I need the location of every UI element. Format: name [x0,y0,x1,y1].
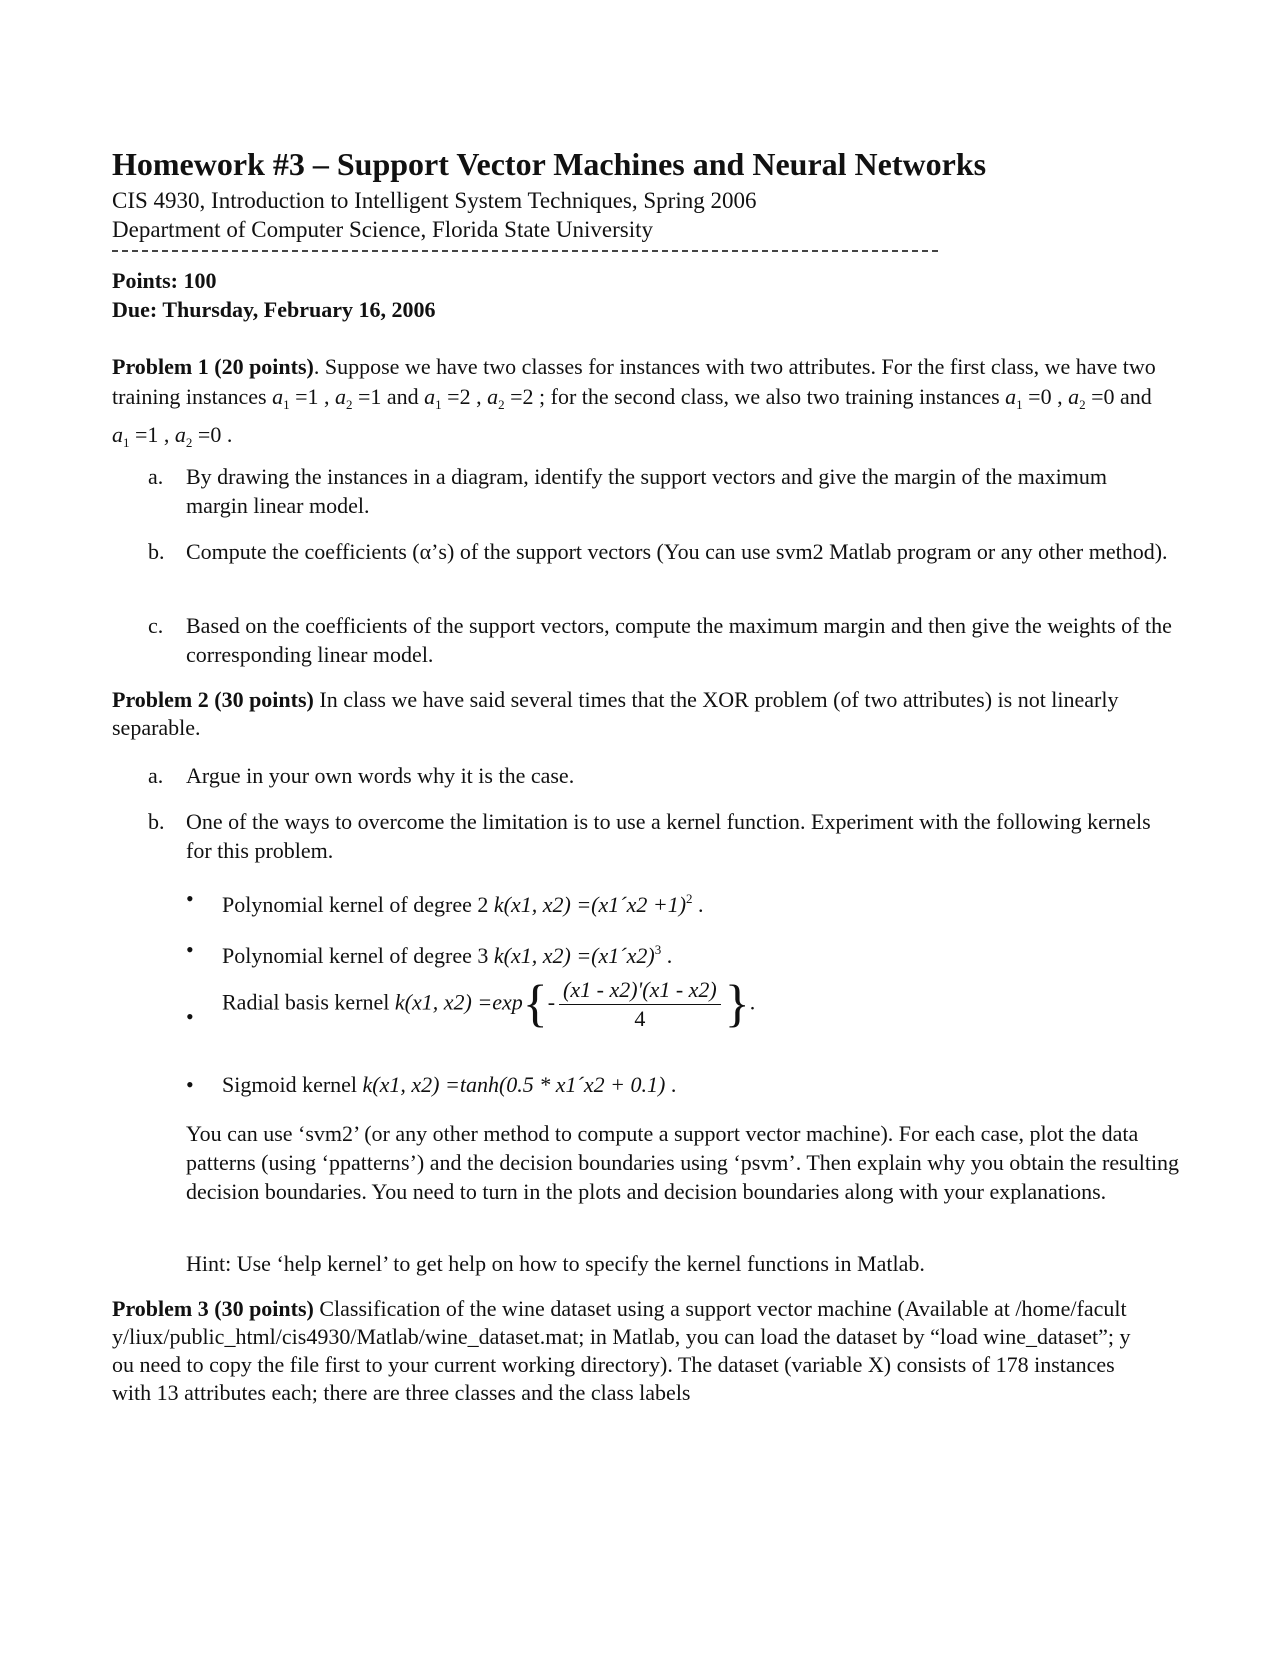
math-sub: 2 [346,397,353,412]
formula-minus: - [547,989,556,1015]
bullet-end: . [661,943,673,968]
bullet-dot: • [186,1004,194,1029]
problem-2-text: In class we have said several times that the XOR problem (of two attributes) is not linearly separable. [112,687,1119,740]
list-item-label: b. [148,539,165,564]
problem-1-text-g: =0 and [1085,384,1152,409]
fraction [559,976,721,1033]
problem-3-body: Classification of the wine dataset using a support vector machine (Available at /home/faculty/liux/public_html/cis4930/Matlab/wine_dataset.mat; in Matlab, you can load the dataset by “load wine_dataset”; you need to copy the file first to your current working directory). The dataset (variable X) consists of 178 instances with 13 attributes each; there are three classes and the class labels [112,1296,1131,1405]
math-sub: 1 [1016,397,1023,412]
problem-1-intro [112,352,1172,458]
problem-1-text-h: =1 , [129,422,175,447]
kernel-bullet [186,1070,1166,1100]
kernel-formula: k(x1, x2) =exp [394,989,523,1015]
problem-2-hint: Hint: Use ‘help kernel’ to get help on how to specify the kernel functions in Matlab. [186,1251,925,1276]
math-a: a [272,384,284,409]
document-title: Homework #3 – Support Vector Machines and Neural Networks [112,146,987,182]
list-item [148,462,1172,520]
problem-2-intro [112,686,1172,742]
math-sub: 1 [283,397,290,412]
problem-1-text-a: . Suppose we have two classes for instances with two attributes. For the first class, we have two training instances [112,354,1156,409]
list-item [148,761,1172,790]
list-item-text: Compute the coefficients (α’s) of the support vectors (You can use svm2 Matlab program or any other method). [186,539,1168,564]
math-a: a [112,422,123,447]
bullet-text: Radial basis kernel [222,989,395,1015]
problem-1-text-c: =1 and [352,384,425,409]
dashed-divider [112,250,938,252]
list-item [148,537,1172,566]
fraction-denominator: 4 [634,1006,646,1031]
list-item-label: b. [148,809,165,834]
math-a: a [424,384,436,409]
fraction-numerator: (x1 - x2)'(x1 - x2) [559,976,721,1005]
left-brace-icon: { [522,975,548,1033]
problem-1-text-b: =1 , [289,384,335,409]
problem-2-followup: You can use ‘svm2’ (or any other method to compute a support vector machine). For each case, plot the data patterns (using ‘ppatterns’) and the decision boundaries using ‘psvm’. Then explain why you obtain the resulting decision boundaries. You need to turn in the plots and decision boundaries along with your explanations. [186,1121,1180,1204]
kernel-bullet [186,884,1166,920]
math-sub: 2 [1079,397,1086,412]
formula-exponent: 3 [654,942,662,957]
math-a: a [1068,384,1080,409]
problem-2-heading: Problem 2 (30 points) [112,687,314,712]
list-item-text: By drawing the instances in a diagram, identify the support vectors and give the margin of the maximum margin linear model. [186,464,1107,518]
math-sub: 2 [185,435,193,450]
problem-1-text-i: =0 . [192,422,233,447]
due-date-line: Due: Thursday, February 16, 2006 [112,297,436,322]
problem-1-text-f: =0 , [1022,384,1069,409]
math-sub: 1 [435,397,442,412]
formula-exponent: 2 [686,891,693,906]
problem-1-text-e: =2 ; for the second class, we also two training instances [504,384,1006,409]
kernel-formula: k(x1, x2) =(x1´x2 +1) [493,892,687,917]
list-item [148,611,1172,669]
bullet-dot: • [186,1072,194,1097]
list-item-label: a. [148,464,164,489]
math-a: a [335,384,346,409]
list-item-text: Argue in your own words why it is the case. [186,763,575,788]
kernel-formula: k(x1, x2) =tanh(0.5 * x1´x2 + 0.1) [362,1072,666,1097]
course-line: CIS 4930, Introduction to Intelligent System Techniques, Spring 2006 [112,188,757,213]
bullet-text: Polynomial kernel of degree 3 [222,943,494,968]
math-sub: 1 [123,435,130,450]
department-line: Department of Computer Science, Florida State University [112,217,654,242]
list-item-text: One of the ways to overcome the limitation is to use a kernel function. Experiment with the following kernels for this problem. [186,809,1151,863]
list-item-label: c. [148,613,164,638]
math-a: a [1005,384,1017,409]
list-item [148,807,1172,865]
math-sub: 2 [498,397,505,412]
list-item-text: Based on the coefficients of the support vectors, compute the maximum margin and then give the weights of the corresponding linear model. [186,613,1172,667]
bullet-text: Polynomial kernel of degree 2 [222,892,494,917]
bullet-dot: • [186,937,194,962]
problem-1-heading: Problem 1 (20 points) [112,354,314,379]
problem-1-text-d: =2 , [441,384,488,409]
math-a: a [174,422,186,447]
bullet-text: Sigmoid kernel [222,1072,363,1097]
right-brace-icon: } [724,975,750,1033]
kernel-bullet [186,976,1166,1033]
problem-3-text [112,1295,1132,1407]
math-a: a [487,384,499,409]
problem-3-heading: Problem 3 (30 points) [112,1296,314,1321]
bullet-end: . [665,1072,677,1097]
list-item-label: a. [148,763,164,788]
points-line: Points: 100 [112,268,217,293]
kernel-formula: k(x1, x2) =(x1´x2) [493,943,655,968]
bullet-end: . [692,892,704,917]
bullet-dot: • [186,886,194,911]
bullet-end: . [749,989,756,1015]
kernel-bullet [186,935,1166,971]
